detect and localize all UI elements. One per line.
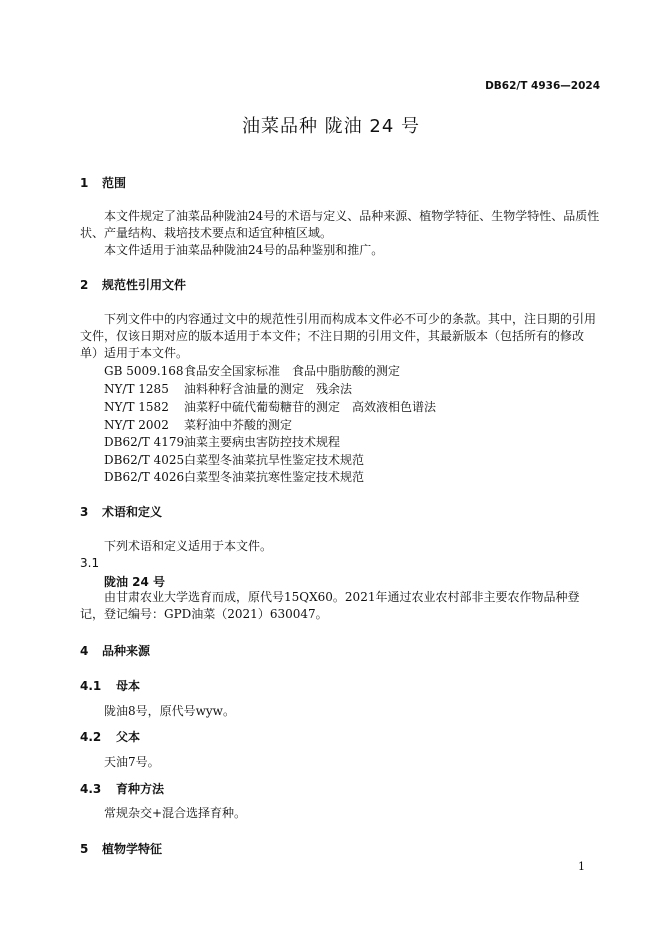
section-title: 植物学特征 — [102, 842, 163, 856]
section-number: 4 — [80, 644, 89, 658]
section-5-heading — [80, 840, 162, 857]
paragraph: 陇油8号，原代号wyw。 — [104, 704, 235, 718]
reference-title: 油菜主要病虫害防控技术规程 — [184, 435, 341, 449]
section-4-heading — [80, 642, 150, 659]
reference-item — [104, 468, 364, 485]
paragraph: 本文件规定了油菜品种陇油24号的术语与定义、品种来源、植物学特征、生物学特性、品质性状、产量结构、栽培技术要点和适宜种植区域。 — [80, 209, 600, 240]
term-number: 3.1 — [80, 556, 100, 570]
section-1-heading — [80, 174, 126, 191]
reference-item — [104, 451, 364, 468]
subsection-4-1-heading — [80, 677, 140, 694]
subsection-number: 4.3 — [80, 782, 102, 796]
subsection-number: 4.2 — [80, 730, 102, 744]
reference-title: 白菜型冬油菜抗旱性鉴定技术规范 — [184, 453, 365, 467]
page-number: 1 — [578, 860, 585, 873]
subsection-title: 育种方法 — [116, 782, 165, 796]
reference-code: DB62/T 4179 — [104, 435, 185, 449]
subsection-title: 父本 — [116, 730, 141, 744]
section-2-heading — [80, 276, 186, 293]
reference-item — [104, 362, 400, 379]
reference-code: NY/T 2002 — [104, 418, 169, 432]
section-title: 术语和定义 — [102, 505, 163, 519]
paragraph: 天油7号。 — [104, 755, 160, 769]
section-3-heading — [80, 503, 162, 520]
reference-title: 菜籽油中芥酸的测定 — [184, 418, 293, 432]
section-title: 品种来源 — [102, 644, 151, 658]
reference-item — [104, 380, 352, 397]
reference-item — [104, 416, 292, 433]
paragraph: 下列文件中的内容通过文中的规范性引用而构成本文件必不可少的条款。其中，注日期的引用文件，仅该日期对应的版本适用于本文件；不注日期的引用文件，其最新版本（包括所有的修改单）适用于本文件。 — [80, 312, 597, 360]
reference-title: 油料种籽含油量的测定 残余法 — [184, 382, 353, 396]
term-definition: 由甘肃农业大学选育而成，原代号15QX60。2021年通过农业农村部非主要农作物品种登记，登记编号：GPD油菜（2021）630047。 — [80, 590, 580, 621]
subsection-4-3-heading — [80, 780, 164, 797]
page-title: 油菜品种 陇油 24 号 — [241, 116, 421, 137]
reference-title: 白菜型冬油菜抗寒性鉴定技术规范 — [184, 470, 365, 484]
subsection-number: 4.1 — [80, 679, 102, 693]
reference-title: 油菜籽中硫代葡萄糖苷的测定 高效液相色谱法 — [184, 400, 437, 414]
subsection-4-2-heading — [80, 728, 140, 745]
reference-code: DB62/T 4026 — [104, 470, 185, 484]
reference-code: GB 5009.168 — [104, 364, 184, 378]
reference-item — [104, 433, 340, 450]
paragraph: 常规杂交+混合选择育种。 — [104, 806, 247, 820]
reference-item — [104, 398, 436, 415]
reference-code: DB62/T 4025 — [104, 453, 185, 467]
subsection-title: 母本 — [116, 679, 141, 693]
section-number: 5 — [80, 842, 89, 856]
reference-title: 食品安全国家标准 食品中脂肪酸的测定 — [184, 364, 401, 378]
section-number: 3 — [80, 505, 89, 519]
reference-code: NY/T 1582 — [104, 400, 169, 414]
section-title: 范围 — [102, 176, 127, 190]
section-title: 规范性引用文件 — [102, 278, 187, 292]
section-number: 2 — [80, 278, 89, 292]
section-number: 1 — [80, 176, 89, 190]
document-code: DB62/T 4936—2024 — [485, 80, 600, 92]
term-name: 陇油 24 号 — [104, 575, 166, 589]
paragraph: 下列术语和定义适用于本文件。 — [104, 539, 273, 553]
reference-code: NY/T 1285 — [104, 382, 169, 396]
paragraph: 本文件适用于油菜品种陇油24号的品种鉴别和推广。 — [104, 243, 384, 257]
